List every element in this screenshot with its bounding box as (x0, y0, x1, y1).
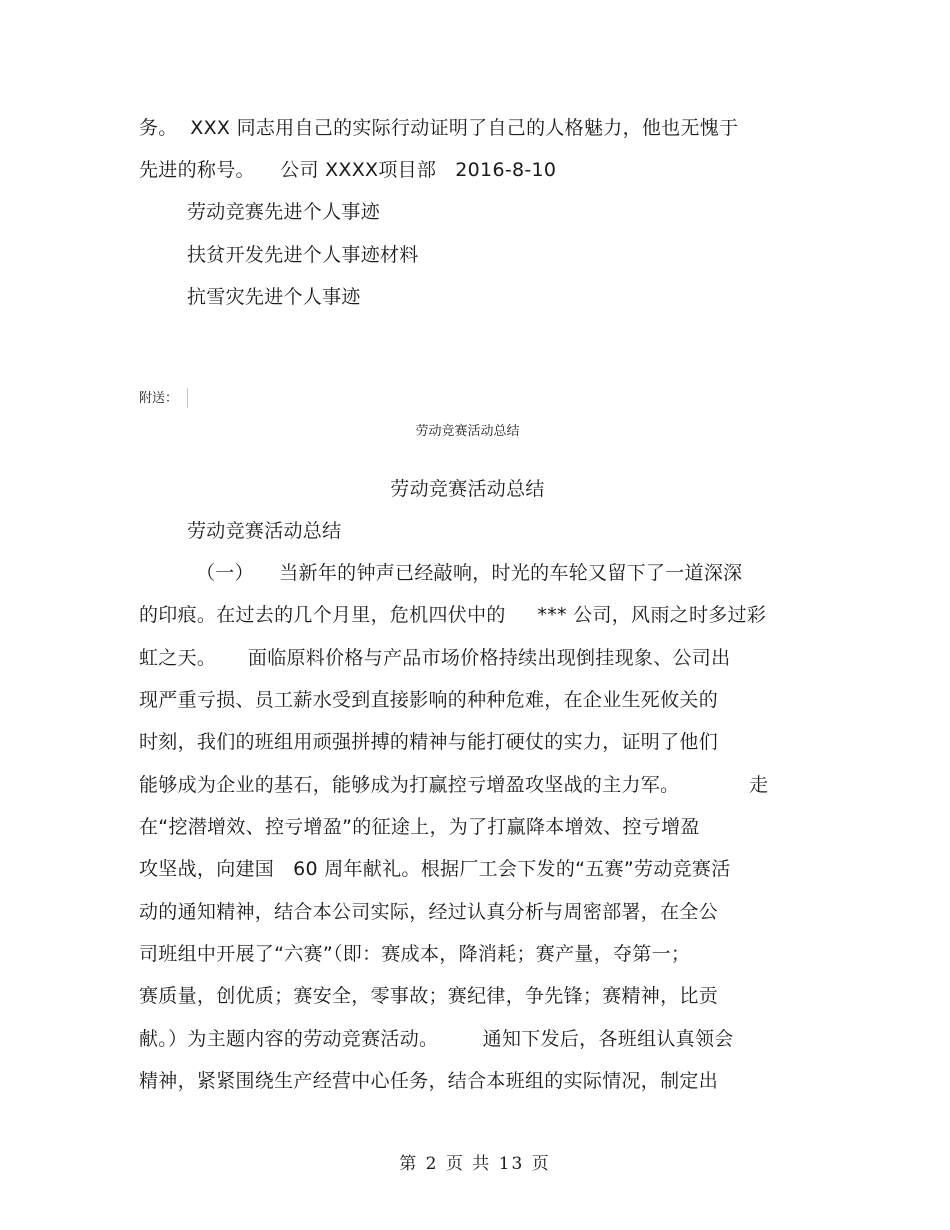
body-line: 攻坚战，向建国 60 周年献礼。根据厂工会下发的“五赛”劳动竞赛活 (139, 858, 731, 880)
text-line: 务。 XXX 同志用自己的实际行动证明了自己的人格魅力，他也无愧于 (139, 117, 739, 139)
body-line: 赛质量，创优质；赛安全，零事故；赛纪律，争先锋；赛精神，比贡 (139, 985, 719, 1007)
body-line: 能够成为企业的基石，能够成为打赢控亏增盈攻坚战的主力军。 走 (139, 774, 769, 796)
article-title: 劳动竞赛活动总结 (390, 478, 545, 500)
appendix-label: 附送： (139, 391, 179, 406)
body-line: 的印痕。在过去的几个月里，危机四伏中的 *** 公司，风雨之时多过彩 (139, 604, 767, 626)
text-line: 先进的称号。 公司 XXXX项目部 2016-8-10 (139, 159, 557, 181)
related-link[interactable]: 抗雪灾先进个人事迹 (187, 286, 361, 308)
body-line: 精神，紧紧围绕生产经营中心任务，结合本班组的实际情况，制定出 (139, 1070, 719, 1092)
body-line: 献。）为主题内容的劳动竞赛活动。 通知下发后，各班组认真领会 (139, 1028, 734, 1050)
body-line: 时刻，我们的班组用顽强拼搏的精神与能打硬仗的实力，证明了他们 (139, 731, 719, 753)
body-line: 动的通知精神，结合本公司实际，经过认真分析与周密部署，在全公 (139, 901, 719, 923)
body-line: 在“挖潜增效、控亏增盈”的征途上，为了打赢降本增效、控亏增盈 (139, 816, 700, 838)
body-line: 虹之天。 面临原料价格与产品市场价格持续出现倒挂现象、公司出 (139, 647, 731, 669)
body-line: 司班组中开展了“六赛”（即：赛成本，降消耗；赛产量，夺第一； (139, 943, 691, 965)
page-footer: 第 2 页 共 13 页 (399, 1154, 551, 1174)
article-subtitle: 劳动竞赛活动总结 (187, 520, 342, 542)
body-line: （一） 当新年的钟声已经敲响，时光的车轮又留下了一道深深 (196, 562, 743, 584)
text-cursor-mark (187, 388, 188, 408)
small-header-title: 劳动竞赛活动总结 (415, 424, 520, 439)
related-link[interactable]: 扶贫开发先进个人事迹材料 (187, 244, 419, 266)
related-link[interactable]: 劳动竞赛先进个人事迹 (187, 201, 381, 223)
body-line: 现严重亏损、员工薪水受到直接影响的种种危难，在企业生死攸关的 (139, 689, 719, 711)
